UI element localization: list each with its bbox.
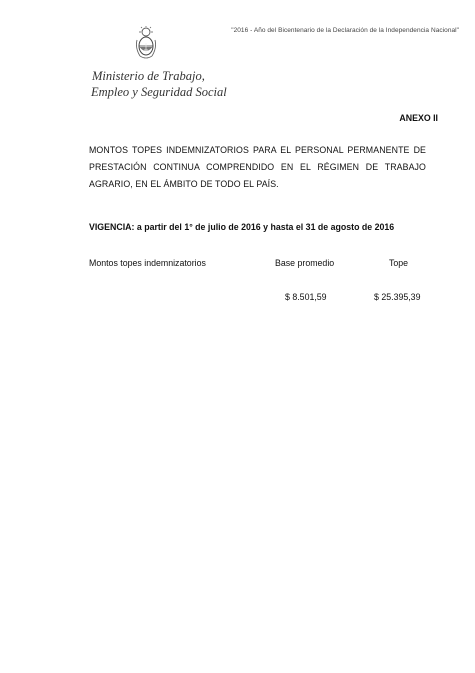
ministry-name (92, 68, 227, 100)
ministry-name-line1: Ministerio de Trabajo, (92, 69, 205, 83)
coat-of-arms-icon (136, 26, 156, 60)
base-promedio-value: $ 8.501,59 (285, 292, 327, 302)
header-motto: "2016 - Año del Bicentenario de la Declaración de la Independencia Nacional" (231, 27, 459, 34)
tope-value: $ 25.395,39 (374, 292, 421, 302)
column-header-tope: Tope (389, 258, 409, 268)
column-header-base: Base promedio (275, 258, 335, 268)
column-header-concept: Montos topes indemnizatorios (89, 258, 206, 268)
validity-statement: VIGENCIA: a partir del 1° de julio de 2016 y hasta el 31 de agosto de 2016 (89, 222, 395, 232)
intro-paragraph: MONTOS TOPES INDEMNIZATORIOS PARA EL PERSONAL PERMANENTE DE PRESTACIÓN CONTINUA COMPRENDIDO EN EL RÉGIMEN DE TRABAJO AGRARIO, EN EL ÁMBITO DE TODO EL PAÍS. (89, 145, 426, 189)
ministry-name-line2: Empleo y Seguridad Social (91, 85, 227, 99)
annex-title: ANEXO II (399, 113, 438, 123)
